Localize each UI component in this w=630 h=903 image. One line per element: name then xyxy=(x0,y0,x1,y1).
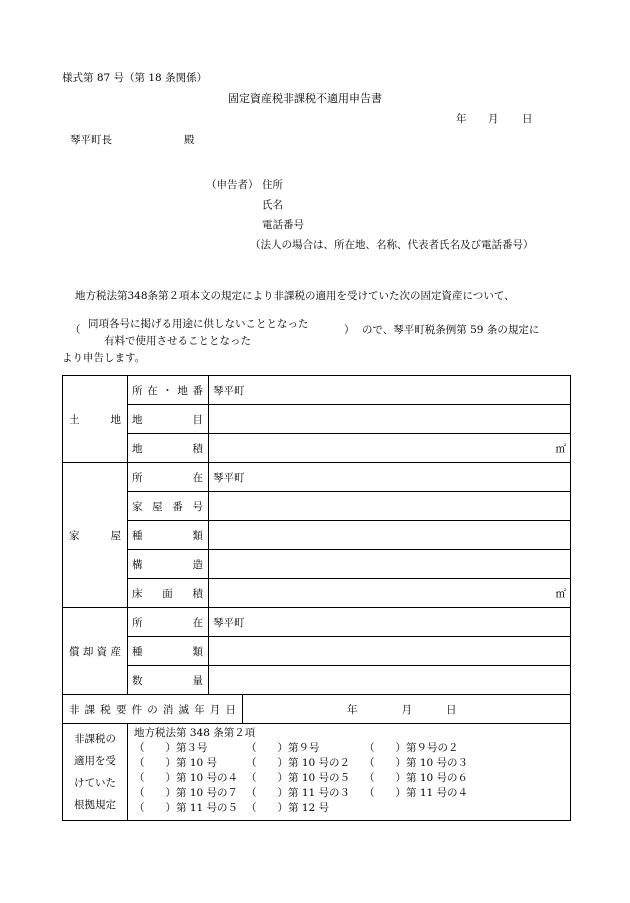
basis-row xyxy=(63,724,571,821)
house-floor-area-unit: ㎡ xyxy=(555,587,566,600)
extinction-date-row xyxy=(63,695,571,724)
form-title: 固定資産税非課税不適用申告書 xyxy=(228,92,382,105)
statement-option1: 同項各号に掲げる用途に供しないこととなった xyxy=(88,318,309,330)
basis-option-9-2[interactable]: （ ）第９号の２ xyxy=(364,742,459,754)
basis-option-12[interactable]: （ ）第 12 号 xyxy=(246,802,330,814)
house-structure-label: 構造 xyxy=(128,550,209,579)
applicant-name-label: 氏名 xyxy=(262,199,283,211)
extinction-year-label: 年 xyxy=(347,703,358,716)
basis-label xyxy=(63,724,128,821)
applicant-phone-label: 電話番号 xyxy=(262,219,304,231)
house-number-label: 家屋番号 xyxy=(128,492,209,521)
statement-option2: 有料で使用させることとなった xyxy=(104,335,251,347)
house-row-floor-area xyxy=(63,579,571,608)
house-type-label: 種類 xyxy=(128,521,209,550)
depreciable-quantity-field[interactable] xyxy=(209,666,571,695)
basis-option-10-4[interactable]: （ ）第 10 号の４ xyxy=(134,772,239,784)
house-floor-area-label: 床面積 xyxy=(128,579,209,608)
land-location-label: 所在・地番 xyxy=(128,376,209,405)
declaration-table xyxy=(62,375,571,821)
date-day-label: 日 xyxy=(522,113,533,125)
basis-label-line: 非課税の xyxy=(74,733,116,745)
extinction-month-label: 月 xyxy=(401,703,412,716)
house-row-type xyxy=(63,521,571,550)
basis-option-9[interactable]: （ ）第９号 xyxy=(246,742,320,754)
extinction-date-field[interactable] xyxy=(243,695,571,724)
basis-label-line: 根拠規定 xyxy=(74,799,116,811)
basis-option-10-5[interactable]: （ ）第 10 号の５ xyxy=(246,772,351,784)
depreciable-type-label: 種類 xyxy=(128,637,209,666)
house-location-label: 所在 xyxy=(128,463,209,492)
land-location-field[interactable]: 琴平町 xyxy=(209,376,571,405)
house-structure-field[interactable] xyxy=(209,550,571,579)
depreciable-row-type xyxy=(63,637,571,666)
land-row-location xyxy=(63,376,571,405)
statement-open-paren: （ xyxy=(70,324,81,336)
house-number-field[interactable] xyxy=(209,492,571,521)
basis-heading: 地方税法第 348 条第２項 xyxy=(134,727,256,739)
basis-option-10-7[interactable]: （ ）第 10 号の７ xyxy=(134,787,239,799)
house-floor-area-field[interactable] xyxy=(209,579,571,608)
basis-option-10[interactable]: （ ）第 10 号 xyxy=(134,757,218,769)
depreciable-row-location xyxy=(63,608,571,637)
land-category-label: 地目 xyxy=(128,405,209,434)
form-number: 様式第 87 号（第 18 条関係） xyxy=(62,72,208,84)
basis-option-11-4[interactable]: （ ）第 11 号の４ xyxy=(364,787,469,799)
applicant-label: （申告者） xyxy=(206,179,259,191)
date-month-label: 月 xyxy=(488,113,499,125)
statement-close-paren: ） xyxy=(344,324,355,336)
house-row-number xyxy=(63,492,571,521)
basis-option-11-3[interactable]: （ ）第 11 号の３ xyxy=(246,787,351,799)
depreciable-group-label: 償却資産 xyxy=(63,608,128,695)
basis-option-10-6[interactable]: （ ）第 10 号の６ xyxy=(364,772,469,784)
applicant-note: （法人の場合は、所在地、名称、代表者氏名及び電話番号） xyxy=(250,239,534,251)
addressee: 琴平町長 xyxy=(70,134,112,146)
house-row-structure xyxy=(63,550,571,579)
applicant-address-label: 住所 xyxy=(262,179,283,191)
basis-option-10-2[interactable]: （ ）第 10 号の２ xyxy=(246,757,351,769)
basis-options xyxy=(128,724,571,821)
house-type-field[interactable] xyxy=(209,521,571,550)
house-group-label: 家屋 xyxy=(63,463,128,608)
statement-line3: より申告します。 xyxy=(62,352,146,364)
basis-option-3[interactable]: （ ）第３号 xyxy=(134,742,208,754)
land-area-field[interactable] xyxy=(209,434,571,463)
depreciable-type-field[interactable] xyxy=(209,637,571,666)
honorific: 殿 xyxy=(184,134,195,146)
depreciable-location-label: 所在 xyxy=(128,608,209,637)
land-area-label: 地積 xyxy=(128,434,209,463)
house-row-location xyxy=(63,463,571,492)
extinction-day-label: 日 xyxy=(446,703,457,716)
basis-option-11-5[interactable]: （ ）第 11 号の５ xyxy=(134,802,239,814)
statement-line2: ので、琴平町税条例第 59 条の規定に xyxy=(362,324,540,336)
basis-option-grid xyxy=(134,741,564,816)
date-year-label: 年 xyxy=(456,113,467,125)
extinction-date-label: 非課税要件の消滅年月日 xyxy=(63,695,243,724)
land-group-label: 土地 xyxy=(63,376,128,463)
depreciable-row-quantity xyxy=(63,666,571,695)
basis-label-line: けていた xyxy=(74,777,116,789)
depreciable-quantity-label: 数量 xyxy=(128,666,209,695)
basis-option-10-3[interactable]: （ ）第 10 号の３ xyxy=(364,757,469,769)
land-row-category xyxy=(63,405,571,434)
land-category-field[interactable] xyxy=(209,405,571,434)
land-row-area xyxy=(63,434,571,463)
depreciable-location-field[interactable]: 琴平町 xyxy=(209,608,571,637)
statement-line1: 地方税法第348条第２項本文の規定により非課税の適用を受けていた次の固定資産について、 xyxy=(75,290,515,302)
land-area-unit: ㎡ xyxy=(555,442,566,455)
house-location-field[interactable]: 琴平町 xyxy=(209,463,571,492)
basis-label-line: 適用を受 xyxy=(74,755,116,767)
